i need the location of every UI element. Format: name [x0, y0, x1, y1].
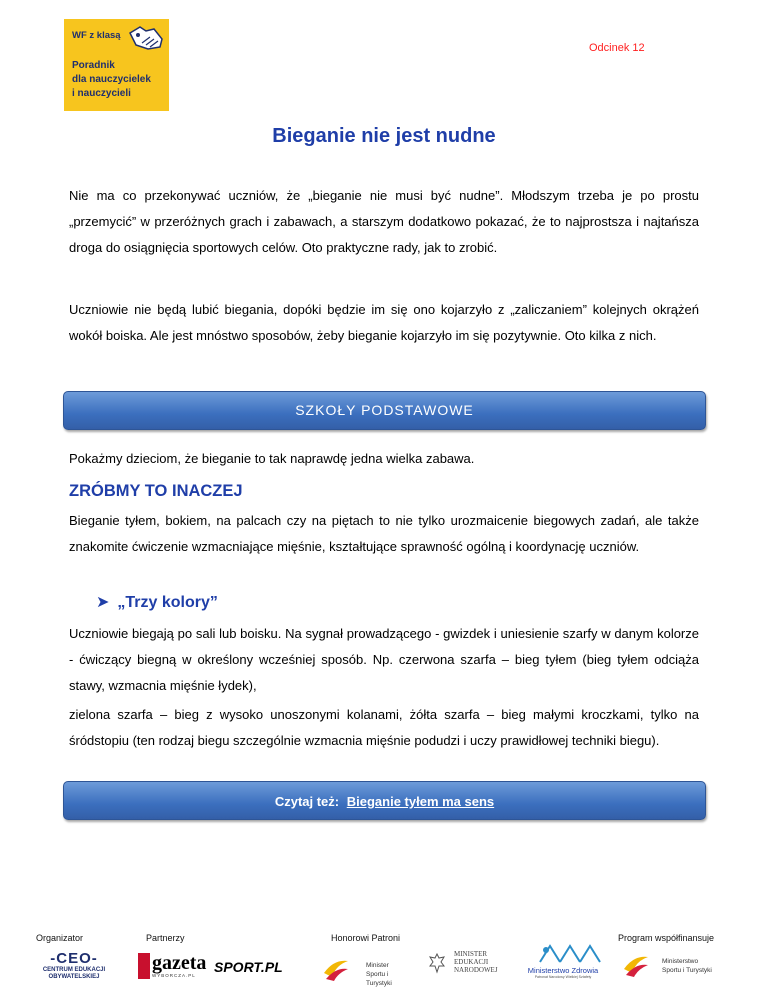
polish-eagle-icon	[428, 952, 446, 974]
sport-pl-logo: SPORT.PL	[214, 959, 283, 975]
ministerstwo-sportu-swoosh-icon	[622, 953, 650, 979]
read-also-label: Czytaj też:	[274, 794, 340, 809]
mz-line-1: Ministerstwo Zdrowia	[527, 966, 599, 975]
badge-line-2: dla nauczycielek	[72, 74, 151, 85]
men-line-3: NARODOWEJ	[454, 966, 498, 974]
gazeta-logo	[138, 953, 206, 979]
read-also-box	[63, 781, 706, 820]
paragraph-4: Bieganie tyłem, bokiem, na palcach czy na piętach to nie tylko urozmaicenie biegowych zadań, ale także znakomite ćwiczenie wzmacniające mięśnie, kształtujące sprawność ogólną i koordynację uczniów.	[69, 513, 699, 554]
men-line-2: EDUKACJI	[454, 958, 489, 966]
mz-symbol-icon	[538, 944, 604, 964]
gazeta-red-block	[138, 953, 150, 979]
gazeta-logo-sub: WYBORCZA.PL	[152, 973, 196, 978]
men-logo	[428, 948, 508, 982]
footer-program-label: Program współfinansuje	[618, 933, 715, 943]
ministerstwo-sportu-logo	[622, 953, 732, 983]
section-banner-text: SZKOŁY PODSTAWOWE	[295, 402, 474, 418]
ministerstwo-sportu-line-1: Ministerstwo	[662, 958, 699, 965]
gazeta-logo-text: gazeta	[152, 952, 207, 974]
wf-z-klasa-logo	[64, 19, 169, 111]
episode-label: Odcinek 12	[589, 42, 645, 54]
subheading	[96, 592, 218, 612]
running-shoe-icon	[126, 23, 166, 57]
intro-paragraph: Nie ma co przekonywać uczniów, że „bieganie nie musi być nudne”. Młodszym trzeba je po prostu „przemycić” w przeróżnych grach i zabawach, a starszym dodatkowo pokazać, że to najprostsza i najtańsza droga do osiągnięcia sportowych celów. Oto praktyczne rady, jak to zrobić.	[69, 188, 699, 255]
minister-sport-swoosh-icon	[322, 957, 350, 983]
minister-sport-patron-logo	[322, 955, 412, 985]
footer-partners-label: Partnerzy	[146, 933, 185, 943]
badge-line-3: i nauczycieli	[72, 88, 131, 99]
footer-patrons-label: Honorowi Patroni	[331, 933, 401, 943]
ministerstwo-zdrowia-logo	[518, 944, 608, 984]
men-line-1: MINISTER	[454, 950, 488, 958]
subheading-text: „Trzy kolory”	[117, 594, 218, 611]
badge-line-1: Poradnik	[72, 60, 115, 71]
ministerstwo-sportu-line-2: Sportu i Turystyki	[662, 967, 712, 974]
footer-organizer-label: Organizator	[36, 933, 84, 943]
read-also-text	[64, 794, 705, 809]
mz-line-2: Patronat Narodowy Wielkiej Sztafety	[534, 975, 592, 979]
section-heading: ZRÓBMY TO INACZEJ	[69, 482, 243, 500]
badge-title	[72, 59, 151, 101]
arrow-bullet-icon: ➤	[96, 594, 110, 611]
read-also-link[interactable]: Bieganie tyłem ma sens	[346, 794, 495, 809]
ceo-logo	[34, 951, 114, 981]
page-title: Bieganie nie jest nudne	[272, 125, 496, 147]
badge-top-text: WF z klasą	[72, 30, 121, 41]
paragraph-3: Pokażmy dzieciom, że bieganie to tak naprawdę jedna wielka zabawa.	[69, 451, 475, 466]
paragraph-2: Uczniowie nie będą lubić biegania, dopóki będzie im się ono kojarzyło z „zaliczaniem” kolejnych okrążeń wokół boiska. Ale jest mnóstwo sposobów, żeby bieganie kojarzyło im się pozytywnie. Oto kilka z nich.	[69, 302, 699, 343]
ceo-logo-line-3: OBYWATELSKIEJ	[48, 974, 100, 980]
minister-sport-line-1: Minister	[366, 962, 389, 969]
section-banner	[63, 391, 706, 430]
ceo-logo-main: -CEO-	[50, 950, 98, 967]
minister-sport-line-2: Sportu i Turystyki	[366, 971, 392, 987]
paragraph-6: zielona szarfa – bieg z wysoko unoszonymi kolanami, żółta szarfa – bieg małymi kroczkami, tylko na śródstopiu (ten rodzaj biegu szczególnie wzmacnia mięśnie podudzi i uczy prawidłowej techniki biegu).	[69, 707, 699, 748]
paragraph-5: Uczniowie biegają po sali lub boisku. Na sygnał prowadzącego - gwizdek i uniesienie szarfy w danym kolorze - ćwiczący biegną w określony wcześniej sposób. Np. czerwona szarfa – bieg tyłem (bieg tyłem odciąża stawy, wzmacnia mięśnie łydek),	[69, 626, 699, 693]
ceo-logo-line-2: CENTRUM EDUKACJI	[42, 967, 106, 973]
